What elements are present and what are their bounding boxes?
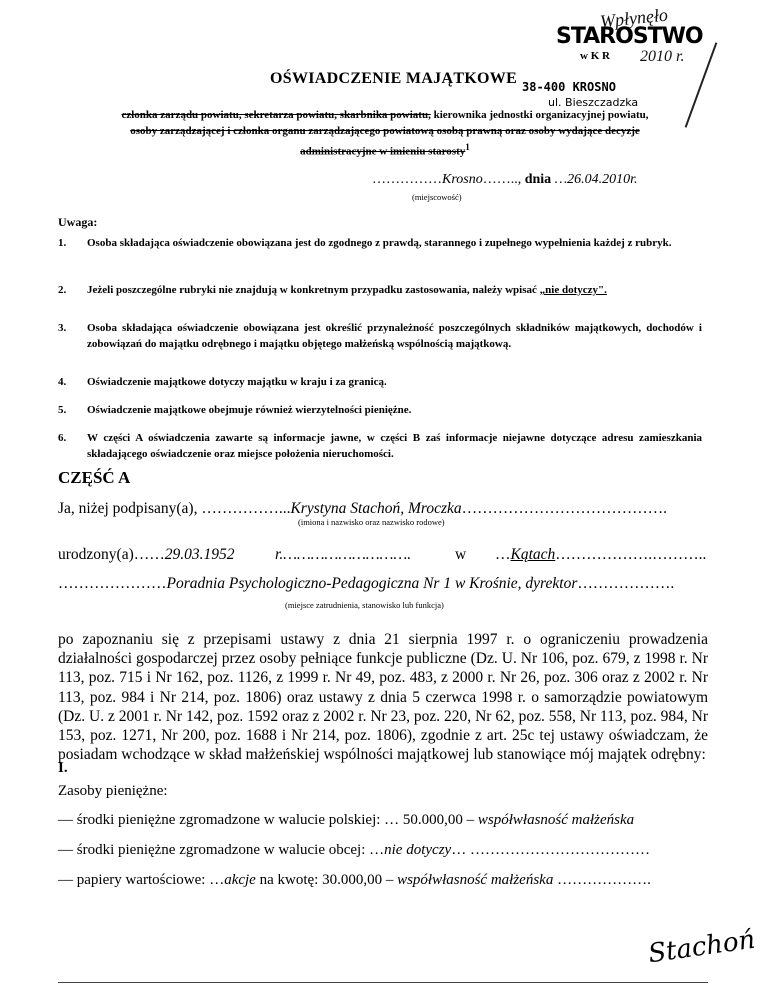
statement-paragraph: po zapoznaniu się z przepisami ustawy z dnia 21 sierpnia 1997 r. o ograniczeniu prowadzenia działalności gospodarczej przez osoby pełniące funkcje publiczne (Dz. U. Nr 106, poz. 679, z 1998 r. Nr 113, poz. 715 i Nr 162, poz. 1126, z 1999 r. Nr 49, poz. 483, z 2000 r. Nr 26, poz. 306 oraz z 2002 r. Nr 113, poz. 984 i Nr 214, poz. 1806) oraz ustawy z dnia 5 czerwca 1998 r. o samorządzie powiatowym (Dz. U. z 2001 r. Nr 142, poz. 1592 oraz z 2002 r. Nr 23, poz. 220, Nr 62, poz. 558, Nr 113, poz. 984, Nr 153, poz. 1271, Nr 200, poz. 1688 i Nr 214, poz. 1806), zgodnie z art. 25c tej ustawy oświadczam, że posiadam wchodzące w skład małżeńskiej wspólności majątkowej lub stanowiące mój majątek odrębny: (58, 631, 708, 764)
job-caption: (miejsce zatrudnienia, stanowisko lub funkcja) (285, 600, 444, 610)
stamp-line4: ul. Bieszczadzka (548, 96, 639, 109)
birth-r: r.………………………. (275, 546, 412, 563)
item-italic-2: współwłasność małżeńska (397, 872, 554, 888)
note-number: 5. (58, 404, 67, 416)
item-italic: współwłasność małżeńska (477, 812, 635, 828)
note-underlined: „nie dotyczy". (539, 284, 607, 296)
item-text: — środki pieniężne zgromadzone w walucie obcej: … (58, 842, 385, 858)
struck-text-3: administracyjne w imieniu starosty (300, 145, 466, 158)
person-line (58, 500, 667, 518)
person-name: Krystyna Stachoń, Mroczka (290, 500, 462, 517)
job-text: Poradnia Psychologiczno-Pedagogiczna Nr 1 w Krośnie, dyrektor (166, 575, 578, 592)
stamp-line2: w K R (580, 50, 610, 62)
dots: …………… (372, 172, 442, 187)
dots: ……………….……….. (555, 546, 707, 563)
item-italic: akcje (224, 872, 256, 888)
item-italic: nie dotyczy (384, 842, 452, 858)
item-text: — papiery wartościowe: … (58, 872, 225, 888)
note-text: Oświadczenie majątkowe dotyczy majątku w kraju i za granicą. (87, 376, 387, 388)
dots: … ……………………………… (451, 842, 650, 858)
note-text: Osoba składająca oświadczenie obowiązana jest do zgodnego z prawdą, starannego i zupełnego wypełnienia każdej z rubryk. (87, 237, 672, 249)
cash-foreign-line (58, 842, 650, 859)
struck-text-1: członka zarządu powiatu, sekretarza powiatu, skarbnika powiatu, (121, 109, 431, 121)
note-number: 1. (58, 237, 67, 249)
birth-date: 29.03.1952 (164, 546, 235, 563)
cash-pln-line (58, 812, 634, 829)
uwaga-label: Uwaga: (58, 215, 98, 229)
job-line (58, 575, 674, 593)
section-1-label: I. (58, 760, 68, 776)
dots: …….., (482, 172, 525, 187)
item-text-mid: na kwotę: 30.000,00 – (255, 872, 398, 888)
note-text: Oświadczenie majątkowe obejmuje również wierzytelności pieniężne. (87, 404, 412, 416)
handwritten-received-note: Wpłynęło (599, 4, 669, 32)
birth-line (58, 546, 718, 564)
birth-place (495, 546, 706, 564)
document-title: OŚWIADCZENIE MAJĄTKOWE (270, 70, 518, 87)
dots: ………………. (553, 872, 651, 888)
note-text (87, 282, 702, 298)
birth-place-name: Kątach (510, 546, 556, 563)
note-text: W części A oświadczenia zawarte są informacje jawne, w części B zaś informacje niejawne dotyczące adresu zamieszkania składającego oświadczenie oraz miejsce położenia nieruchomości. (87, 432, 702, 460)
part-a-heading: CZĘŚĆ A (58, 468, 131, 487)
place-caption: (miejscowość) (412, 192, 462, 202)
kept-position: kierownika jednostki organizacyjnej powiatu, (430, 109, 649, 121)
note-text: Osoba składająca oświadczenie obowiązana jest określić przynależność poszczególnych składników majątkowych, dochodów i zobowiązań do majątku odrębnego i majątku objętego małżeńską wspólnością majątkową. (87, 322, 702, 350)
dots: ………………. (577, 575, 675, 592)
stamp-line3: 38-400 KROSNO (522, 80, 616, 94)
stamp-line1: STAROSTWO (556, 24, 703, 49)
starostwo-stamp (520, 4, 720, 109)
struck-text-2: osoby zarządzającej i członka organu zarządzającego powiatową osobą prawną oraz osoby wydające decyzje (130, 125, 640, 137)
position-header (40, 107, 730, 160)
note-text-main: Jeżeli poszczególne rubryki nie znajdują w konkretnym przypadku zastosowania, należy wpisać (87, 284, 540, 296)
item-text: — środki pieniężne zgromadzone w walucie polskiej: … 50.000,00 – (58, 812, 478, 828)
dots: … (495, 546, 511, 563)
section-1-heading: Zasoby pieniężne: (58, 783, 168, 799)
person-label: Ja, niżej podpisany(a), ……………... (58, 500, 291, 517)
note-number: 6. (58, 432, 67, 444)
signature: Stachoń (646, 924, 758, 970)
dots: …………………………………. (461, 500, 668, 517)
handwritten-date: 2010 r. (640, 48, 685, 65)
note-number: 3. (58, 322, 67, 334)
place-date-line (372, 172, 638, 188)
footnote-mark: 1 (465, 142, 470, 152)
dnia-label: dnia (524, 172, 552, 187)
note-number: 4. (58, 376, 67, 388)
birth-w: w (455, 546, 467, 563)
person-caption: (imiona i nazwisko oraz nazwisko rodowe) (298, 517, 445, 527)
date: …26.04.2010r. (551, 172, 638, 187)
securities-line (58, 872, 651, 889)
birth-label: urodzony(a)…… (58, 546, 165, 563)
note-number: 2. (58, 284, 67, 296)
city: Krosno (442, 172, 483, 187)
page-bottom-rule (58, 982, 708, 983)
dots: ………………… (58, 575, 167, 592)
